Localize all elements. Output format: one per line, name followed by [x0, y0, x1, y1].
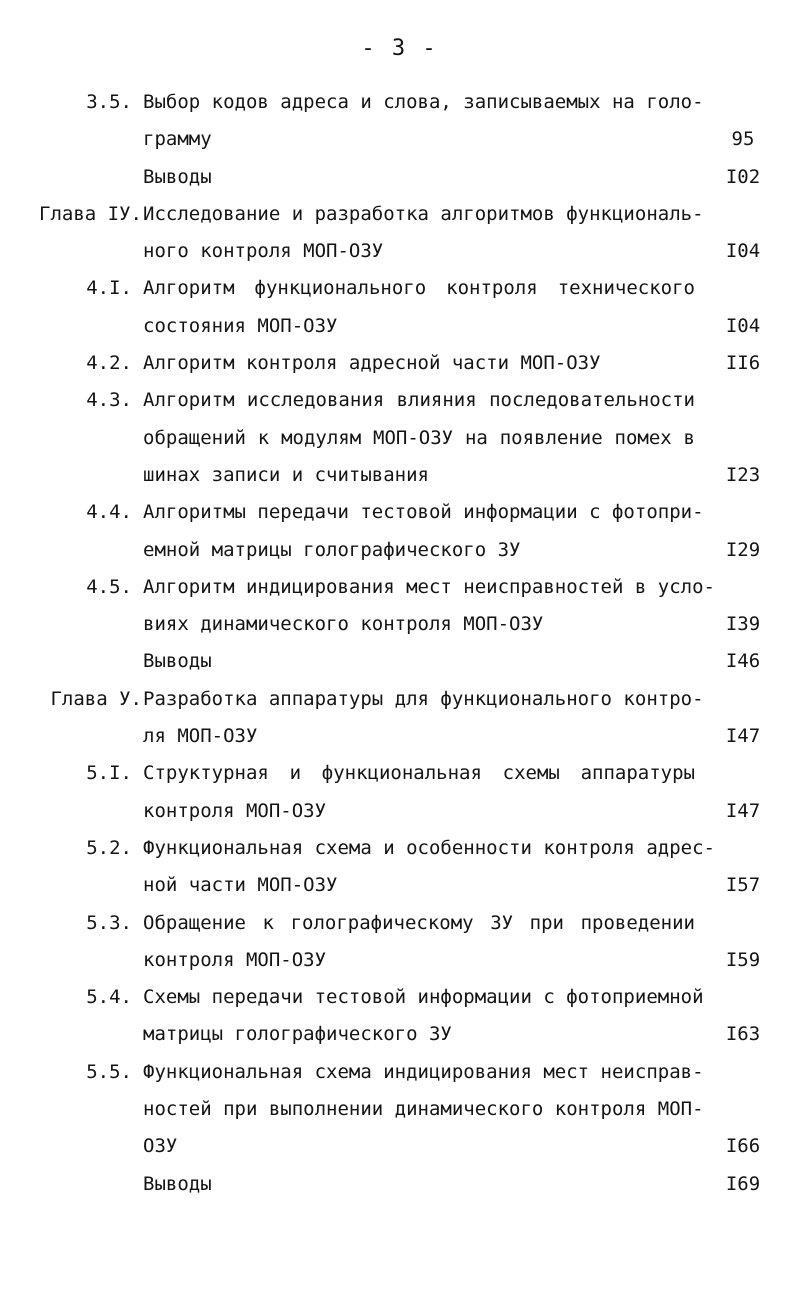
toc-line — [0, 606, 799, 643]
toc-entry-title-line — [143, 942, 695, 979]
toc-page-number: II6 — [725, 352, 761, 375]
toc-line — [0, 830, 799, 867]
toc-entry-title-line: Функциональная схема индицирования мест неисправ- — [143, 1060, 704, 1083]
toc-entry — [0, 270, 799, 345]
toc-entry-label: Глава IУ. — [39, 202, 142, 225]
toc-entry-title-line: Алгоритмы передачи тестовой информации с фотопри- — [143, 501, 704, 524]
toc-entry-title-text: ного контроля МОП-ОЗУ — [143, 240, 384, 263]
toc-entry-title-line — [143, 1128, 695, 1165]
toc-entry — [0, 494, 799, 569]
toc-entry-label: 4.4. — [86, 501, 132, 524]
toc-page-number: I66 — [725, 1135, 761, 1158]
toc-line — [0, 1128, 799, 1165]
dot-leader — [143, 1153, 695, 1156]
toc-entry-title-line — [143, 345, 695, 382]
toc-line — [0, 420, 799, 457]
toc-line — [0, 84, 799, 121]
toc-entry-label: 5.5. — [86, 1060, 132, 1083]
toc-page-number: I29 — [725, 538, 761, 561]
toc-entry-label: 4.3. — [86, 389, 132, 412]
toc-line — [0, 867, 799, 904]
toc-entry — [0, 755, 799, 830]
toc-page-number: I57 — [725, 874, 761, 897]
toc-line — [0, 643, 799, 680]
toc-entry-title-text: Алгоритм контроля адресной части МОП-ОЗУ — [143, 352, 601, 375]
toc-entry — [0, 830, 799, 905]
toc-entry — [0, 1054, 799, 1166]
toc-page-number: I04 — [725, 314, 761, 337]
toc-entry-title-line — [143, 1016, 695, 1053]
toc-entry-label: 5.2. — [86, 836, 132, 859]
toc-page-number: I63 — [725, 1023, 761, 1046]
toc-entry — [0, 345, 799, 382]
toc-entry — [0, 905, 799, 980]
toc-page-number: 95 — [731, 128, 755, 151]
toc-entry-label: Глава У. — [50, 687, 142, 710]
toc-entry-title-line: Структурная и функциональная схемы аппаратуры — [143, 762, 695, 785]
dot-leader — [143, 1190, 695, 1193]
toc-entry-title-line — [143, 159, 695, 196]
toc-entry-title-line: Алгоритм функционального контроля технического — [143, 277, 695, 300]
toc-entry-title-line: обращений к модулям МОП-ОЗУ на появление помех в — [143, 426, 695, 449]
toc-page-number: I46 — [725, 650, 761, 673]
toc-page-number: I47 — [725, 725, 761, 748]
toc-entry-title-text: Выводы — [143, 1172, 212, 1195]
toc-line — [0, 1054, 799, 1091]
toc-entry-title-line — [143, 532, 695, 569]
toc-entry — [0, 382, 799, 494]
toc-entry-title-line — [143, 308, 695, 345]
dot-leader — [143, 183, 695, 186]
toc-entry-title-text: контроля МОП-ОЗУ — [143, 799, 327, 822]
toc-entry-label: 5.3. — [86, 911, 132, 934]
toc-entry-title-line: Алгоритм индицирования мест неисправностей в усло- — [143, 575, 715, 598]
toc-entry — [0, 979, 799, 1054]
toc-entry-label: 5.4. — [86, 986, 132, 1009]
dot-leader — [143, 668, 695, 671]
toc-entry-title-text: Выводы — [143, 165, 212, 188]
toc-entry-title-line: Разработка аппаратуры для функционального контро- — [143, 687, 704, 710]
toc-line — [0, 121, 799, 158]
toc-entry-title-line: ностей при выполнении динамического контроля МОП- — [143, 1098, 704, 1121]
table-of-contents — [0, 84, 799, 1203]
toc-entry-label: 5.I. — [86, 762, 132, 785]
toc-entry — [0, 196, 799, 271]
toc-line — [0, 905, 799, 942]
toc-entry-title-line: Схемы передачи тестовой информации с фотоприемной — [143, 986, 704, 1009]
toc-line — [0, 681, 799, 718]
toc-entry-title-text: ной части МОП-ОЗУ — [143, 874, 338, 897]
toc-entry-title-text: состояния МОП-ОЗУ — [143, 314, 338, 337]
toc-entry-title-text: грамму — [143, 128, 212, 151]
toc-entry — [0, 84, 799, 159]
toc-entry — [0, 159, 799, 196]
toc-line — [0, 569, 799, 606]
toc-entry — [0, 1166, 799, 1203]
toc-line — [0, 159, 799, 196]
toc-entry-label: 3.5. — [86, 91, 132, 113]
toc-page-number: I02 — [725, 165, 761, 188]
toc-line — [0, 1166, 799, 1203]
toc-line — [0, 1016, 799, 1053]
toc-entry-title-text: шинах записи и считывания — [143, 463, 429, 486]
toc-entry-title-line — [143, 643, 695, 680]
toc-entry-title-line: Обращение к голографическому ЗУ при проведении — [143, 911, 695, 934]
toc-line — [0, 755, 799, 792]
toc-entry-title-line — [143, 121, 695, 158]
toc-line — [0, 718, 799, 755]
toc-page-number: I47 — [725, 799, 761, 822]
toc-entry-title-line — [143, 867, 695, 904]
toc-line — [0, 793, 799, 830]
toc-entry — [0, 569, 799, 644]
toc-line — [0, 233, 799, 270]
toc-line — [0, 1091, 799, 1128]
toc-line — [0, 457, 799, 494]
toc-entry-title-text: матрицы голографического ЗУ — [143, 1023, 452, 1046]
toc-page-number: I39 — [725, 613, 761, 636]
toc-entry-label: 4.5. — [86, 575, 132, 598]
toc-entry-title-line — [143, 457, 695, 494]
toc-entry-label: 4.2. — [86, 352, 132, 375]
toc-entry-title-line: Исследование и разработка алгоритмов функциональ- — [143, 202, 704, 225]
toc-page-number: I23 — [725, 463, 761, 486]
toc-entry-title-line — [143, 606, 695, 643]
toc-page-number: I59 — [725, 948, 761, 971]
toc-entry-title-line — [143, 718, 695, 755]
toc-entry-title-line — [143, 793, 695, 830]
toc-entry-title-line — [143, 1166, 695, 1203]
toc-entry-title-line: Алгоритм исследования влияния последовательности — [143, 389, 695, 412]
toc-line — [0, 979, 799, 1016]
toc-entry-title-text: ля МОП-ОЗУ — [143, 725, 258, 748]
toc-page-number: I69 — [725, 1172, 761, 1195]
toc-line — [0, 532, 799, 569]
toc-entry-title-line: Выбор кодов адреса и слова, записываемых на голо- — [143, 91, 704, 113]
toc-line — [0, 270, 799, 307]
toc-entry-title-line — [143, 233, 695, 270]
page-number: - 3 - — [361, 36, 438, 61]
toc-line — [0, 345, 799, 382]
toc-line — [0, 196, 799, 233]
toc-entry-title-text: виях динамического контроля МОП-ОЗУ — [143, 613, 544, 636]
toc-entry-title-text: контроля МОП-ОЗУ — [143, 948, 327, 971]
toc-entry-title-text: емной матрицы голографического ЗУ — [143, 538, 521, 561]
toc-entry — [0, 681, 799, 756]
toc-entry — [0, 643, 799, 680]
toc-entry-title-text: Выводы — [143, 650, 212, 673]
toc-entry-label: 4.I. — [86, 277, 132, 300]
toc-line — [0, 308, 799, 345]
toc-entry-title-line: Функциональная схема и особенности контроля адрес- — [143, 836, 715, 859]
toc-line — [0, 942, 799, 979]
toc-page-number: I04 — [725, 240, 761, 263]
toc-line — [0, 382, 799, 419]
dot-leader — [143, 146, 695, 149]
toc-line — [0, 494, 799, 531]
toc-entry-title-text: ОЗУ — [143, 1135, 178, 1158]
